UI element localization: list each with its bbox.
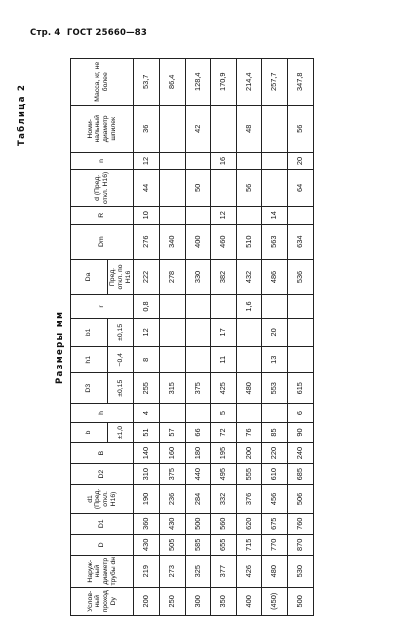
cell-h1 — [236, 347, 262, 373]
cell-h1: 8 — [134, 347, 160, 373]
header-d: d (Пред. откл. Н16) — [71, 169, 134, 206]
header-b: b — [71, 423, 108, 443]
cell-D1: 620 — [236, 513, 262, 534]
cell-d1: 332 — [211, 485, 237, 513]
cell-D2: 555 — [236, 464, 262, 485]
cell-dy: 300 — [185, 587, 211, 615]
cell-h: 5 — [211, 404, 237, 423]
cell-dn: 530 — [288, 555, 314, 587]
cell-h1 — [185, 347, 211, 373]
cell-h: 4 — [134, 404, 160, 423]
cell-dy: 200 — [134, 587, 160, 615]
cell-D: 770 — [262, 534, 288, 555]
cell-D1: 500 — [185, 513, 211, 534]
subheader-b: ±1,0 — [108, 423, 134, 443]
cell-D3: 480 — [236, 373, 262, 404]
table-row — [160, 59, 186, 616]
cell-d — [160, 169, 186, 206]
subheader-D3: ±0,15 — [108, 373, 134, 404]
header-r: r — [71, 295, 134, 318]
cell-Dm: 460 — [211, 224, 237, 259]
cell-D1: 430 — [160, 513, 186, 534]
cell-d1: 236 — [160, 485, 186, 513]
header-h: h — [71, 404, 134, 423]
cell-dy: 250 — [160, 587, 186, 615]
cell-D: 870 — [288, 534, 314, 555]
cell-r — [160, 295, 186, 318]
sizes-caption: Размеры мм — [55, 310, 65, 384]
cell-D3: 425 — [211, 373, 237, 404]
table-rotation-frame — [17, 58, 400, 616]
cell-R: 10 — [134, 206, 160, 224]
cell-Dm: 510 — [236, 224, 262, 259]
cell-D: 655 — [211, 534, 237, 555]
header-B: B — [71, 443, 134, 464]
table-row — [288, 59, 314, 616]
cell-Dm: 276 — [134, 224, 160, 259]
cell-R — [160, 206, 186, 224]
cell-d1: 456 — [262, 485, 288, 513]
cell-Da: 536 — [288, 259, 314, 295]
cell-Da: 222 — [134, 259, 160, 295]
cell-bolt: 36 — [134, 105, 160, 152]
cell-B: 140 — [134, 443, 160, 464]
cell-bolt: 48 — [236, 105, 262, 152]
cell-d1: 376 — [236, 485, 262, 513]
cell-R: 12 — [211, 206, 237, 224]
cell-b: 76 — [236, 423, 262, 443]
cell-mass: 170,9 — [211, 59, 237, 106]
cell-d: 56 — [236, 169, 262, 206]
cell-b: 51 — [134, 423, 160, 443]
cell-h1 — [288, 347, 314, 373]
cell-D: 715 — [236, 534, 262, 555]
cell-dy: 500 — [288, 587, 314, 615]
cell-d1: 284 — [185, 485, 211, 513]
cell-D3: 375 — [185, 373, 211, 404]
cell-b: 85 — [262, 423, 288, 443]
cell-D1: 360 — [134, 513, 160, 534]
table-caption: Таблица 2 — [17, 83, 27, 146]
cell-D2: 375 — [160, 464, 186, 485]
cell-D2: 610 — [262, 464, 288, 485]
cell-Dm: 563 — [262, 224, 288, 259]
cell-r: 1,6 — [236, 295, 262, 318]
table-row — [134, 59, 160, 616]
cell-dn: 426 — [236, 555, 262, 587]
cell-dn: 325 — [185, 555, 211, 587]
cell-D: 585 — [185, 534, 211, 555]
page-number: Стр. 4 — [30, 28, 61, 38]
cell-Dm: 400 — [185, 224, 211, 259]
subheader-h1: −0,4 — [108, 347, 134, 373]
cell-Da: 278 — [160, 259, 186, 295]
header-dy: Условный проход Dу — [71, 587, 134, 615]
cell-n: 12 — [134, 153, 160, 170]
table-row — [236, 59, 262, 616]
cell-Da: 330 — [185, 259, 211, 295]
cell-mass: 257,7 — [262, 59, 288, 106]
header-d1: d1 (Пред. откл. Н16) — [71, 485, 134, 513]
cell-D3: 255 — [134, 373, 160, 404]
cell-D1: 760 — [288, 513, 314, 534]
cell-r — [288, 295, 314, 318]
cell-n: 16 — [211, 153, 237, 170]
cell-b: 90 — [288, 423, 314, 443]
cell-Da: 382 — [211, 259, 237, 295]
cell-h: 6 — [288, 404, 314, 423]
dimensions-table — [70, 58, 314, 616]
cell-d1: 506 — [288, 485, 314, 513]
cell-h — [160, 404, 186, 423]
cell-Dm: 340 — [160, 224, 186, 259]
table-body — [134, 59, 313, 616]
cell-B: 195 — [211, 443, 237, 464]
cell-D3: 553 — [262, 373, 288, 404]
header-mass: Масса, кг, не более — [71, 59, 134, 106]
cell-R: 14 — [262, 206, 288, 224]
subheader-b1: ±0,15 — [108, 318, 134, 346]
cell-D2: 440 — [185, 464, 211, 485]
rotated-table-sheet — [17, 58, 400, 616]
cell-D1: 675 — [262, 513, 288, 534]
cell-mass: 86,4 — [160, 59, 186, 106]
cell-B: 200 — [236, 443, 262, 464]
cell-mass: 128,4 — [185, 59, 211, 106]
header-D2: D2 — [71, 464, 134, 485]
cell-bolt: 42 — [185, 105, 211, 152]
cell-h — [185, 404, 211, 423]
cell-B: 180 — [185, 443, 211, 464]
cell-dn: 377 — [211, 555, 237, 587]
cell-bolt — [160, 105, 186, 152]
cell-d1: 190 — [134, 485, 160, 513]
cell-B: 160 — [160, 443, 186, 464]
cell-r: 0,8 — [134, 295, 160, 318]
cell-b1 — [288, 318, 314, 346]
cell-h — [262, 404, 288, 423]
cell-r — [185, 295, 211, 318]
cell-Da: 432 — [236, 259, 262, 295]
cell-b: 72 — [211, 423, 237, 443]
cell-b1 — [236, 318, 262, 346]
header-D3: D3 — [71, 373, 108, 404]
cell-h1 — [160, 347, 186, 373]
header-R: R — [71, 206, 134, 224]
page-header — [30, 28, 147, 38]
cell-h1: 11 — [211, 347, 237, 373]
cell-d: 50 — [185, 169, 211, 206]
header-D1: D1 — [71, 513, 134, 534]
cell-D: 430 — [134, 534, 160, 555]
cell-n — [185, 153, 211, 170]
cell-b1 — [160, 318, 186, 346]
cell-n — [262, 153, 288, 170]
cell-b1: 20 — [262, 318, 288, 346]
cell-b1: 17 — [211, 318, 237, 346]
table-row — [185, 59, 211, 616]
cell-b1: 12 — [134, 318, 160, 346]
cell-h — [236, 404, 262, 423]
table-row — [262, 59, 288, 616]
cell-dn: 273 — [160, 555, 186, 587]
cell-R — [288, 206, 314, 224]
cell-dy: (450) — [262, 587, 288, 615]
cell-D: 505 — [160, 534, 186, 555]
cell-dn: 219 — [134, 555, 160, 587]
standard-number: ГОСТ 25660—83 — [66, 28, 148, 38]
cell-B: 240 — [288, 443, 314, 464]
cell-dn: 480 — [262, 555, 288, 587]
header-n: n — [71, 153, 134, 170]
cell-mass: 53,7 — [134, 59, 160, 106]
cell-D1: 560 — [211, 513, 237, 534]
cell-n — [160, 153, 186, 170]
cell-b1 — [185, 318, 211, 346]
cell-r — [211, 295, 237, 318]
cell-dy: 400 — [236, 587, 262, 615]
header-bolt: Номинальный диаметр шпилек — [71, 105, 134, 152]
subheader-Da: Пред. откл. по Н16 — [108, 259, 134, 295]
header-b1: b1 — [71, 318, 108, 346]
cell-b: 57 — [160, 423, 186, 443]
cell-Dm: 634 — [288, 224, 314, 259]
cell-b: 66 — [185, 423, 211, 443]
table-row — [211, 59, 237, 616]
cell-bolt: 56 — [288, 105, 314, 152]
header-h1: h1 — [71, 347, 108, 373]
cell-n: 20 — [288, 153, 314, 170]
cell-h1: 13 — [262, 347, 288, 373]
cell-mass: 214,4 — [236, 59, 262, 106]
cell-bolt — [211, 105, 237, 152]
cell-d — [262, 169, 288, 206]
cell-R — [185, 206, 211, 224]
cell-D3: 615 — [288, 373, 314, 404]
cell-D2: 495 — [211, 464, 237, 485]
cell-D2: 685 — [288, 464, 314, 485]
cell-d: 64 — [288, 169, 314, 206]
cell-R — [236, 206, 262, 224]
cell-n — [236, 153, 262, 170]
cell-d — [211, 169, 237, 206]
cell-dy: 350 — [211, 587, 237, 615]
header-Da: Da — [71, 259, 108, 295]
cell-D2: 310 — [134, 464, 160, 485]
cell-bolt — [262, 105, 288, 152]
header-D: D — [71, 534, 134, 555]
cell-d: 44 — [134, 169, 160, 206]
cell-r — [262, 295, 288, 318]
cell-Da: 486 — [262, 259, 288, 295]
cell-B: 220 — [262, 443, 288, 464]
cell-mass: 347,8 — [288, 59, 314, 106]
header-dn: Наружный диаметр трубы dн — [71, 555, 134, 587]
header-Dm: Dm — [71, 224, 134, 259]
cell-D3: 315 — [160, 373, 186, 404]
